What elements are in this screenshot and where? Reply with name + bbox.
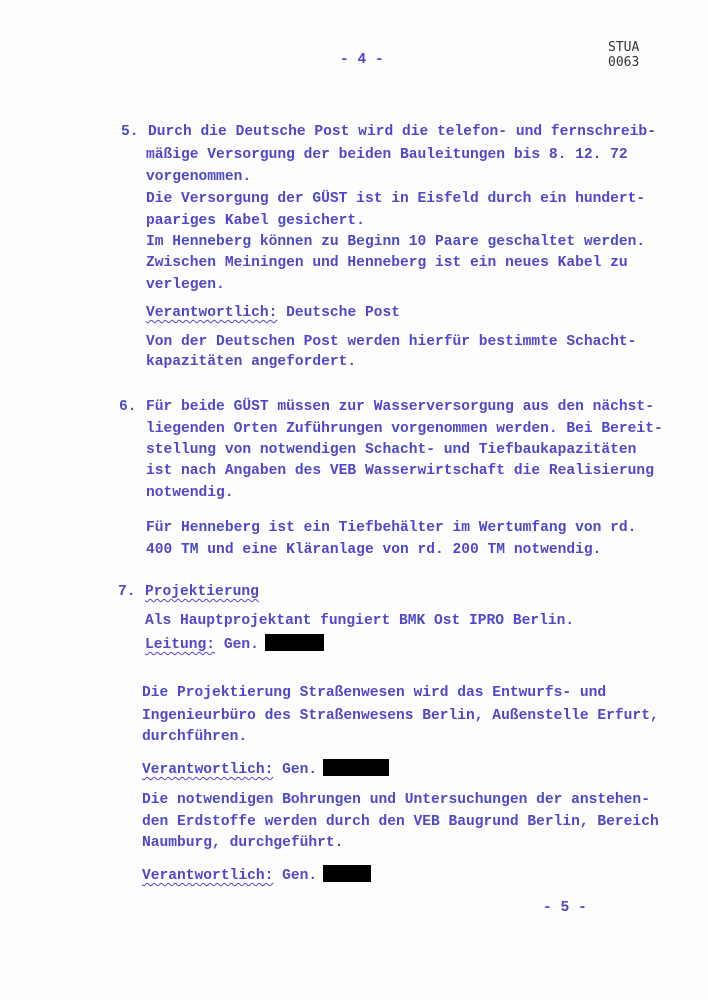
section-number: 6. <box>119 399 137 415</box>
text-line: Ingenieurbüro des Straßenwesens Berlin, Außenstelle Erfurt, <box>142 708 659 724</box>
text-line: verlegen. <box>146 277 225 293</box>
responsible-line <box>146 304 400 322</box>
archive-stamp <box>608 40 639 70</box>
redaction-box <box>323 865 371 882</box>
section-number: 5. <box>121 124 139 140</box>
text-line: liegenden Orten Zuführungen vorgenommen werden. Bei Bereit- <box>146 421 663 437</box>
text-line: Für beide GÜST müssen zur Wasserversorgung aus den nächst- <box>146 399 654 415</box>
stamp-line: STUA <box>608 40 640 55</box>
text-line: 400 TM und eine Kläranlage von rd. 200 TM notwendig. <box>146 542 602 558</box>
text-line: kapazitäten angefordert. <box>146 354 357 370</box>
text-line: paariges Kabel gesichert. <box>146 213 365 229</box>
responsible-label: Verantwortlich: <box>142 762 274 778</box>
lead-line <box>145 634 324 654</box>
responsible-line <box>142 759 389 779</box>
responsible-label: Verantwortlich: <box>142 868 274 884</box>
stamp-line: 0063 <box>608 55 640 70</box>
text-line: Die notwendigen Bohrungen und Untersuchungen der anstehen- <box>142 792 650 808</box>
text-line: Für Henneberg ist ein Tiefbehälter im Wertumfang von rd. <box>146 520 637 536</box>
text-line: Naumburg, durchgeführt. <box>142 835 344 851</box>
text-line: den Erdstoffe werden durch den VEB Baugrund Berlin, Bereich <box>142 814 659 830</box>
text-line: durchführen. <box>142 729 248 745</box>
text-line: mäßige Versorgung der beiden Bauleitungen bis 8. 12. 72 <box>146 147 628 163</box>
section-title: Projektierung <box>145 584 259 600</box>
text-line: Die Projektierung Straßenwesen wird das Entwurfs- und <box>142 685 607 701</box>
text-line: Im Henneberg können zu Beginn 10 Paare geschaltet werden. <box>146 234 646 250</box>
responsible-label: Verantwortlich: <box>146 305 278 321</box>
text-line: stellung von notwendigen Schacht- und Tiefbaukapazitäten <box>146 442 637 458</box>
text-line: Die Versorgung der GÜST ist in Eisfeld durch ein hundert- <box>146 191 646 207</box>
page-number: - 4 - <box>340 52 384 68</box>
text-line: Durch die Deutsche Post wird die telefon- und fernschreib- <box>148 124 656 140</box>
text-line: Zwischen Meiningen und Henneberg ist ein neues Kabel zu <box>146 255 628 271</box>
text-line: Als Hauptprojektant fungiert BMK Ost IPRO Berlin. <box>145 613 575 629</box>
responsible-line <box>142 865 371 885</box>
lead-value: Gen. <box>223 637 259 653</box>
redaction-box <box>265 634 324 651</box>
text-line: notwendig. <box>146 485 234 501</box>
redaction-box <box>323 759 389 776</box>
responsible-value: Gen. <box>282 868 318 884</box>
text-line: ist nach Angaben des VEB Wasserwirtschaft die Realisierung <box>146 463 654 479</box>
lead-label: Leitung: <box>145 637 216 653</box>
section-number: 7. <box>118 584 136 600</box>
responsible-value: Gen. <box>282 762 318 778</box>
responsible-value: Deutsche Post <box>286 305 400 321</box>
next-page-number: - 5 - <box>543 900 587 916</box>
text-line: Von der Deutschen Post werden hierfür bestimmte Schacht- <box>146 334 637 350</box>
text-line: vorgenommen. <box>146 169 252 185</box>
